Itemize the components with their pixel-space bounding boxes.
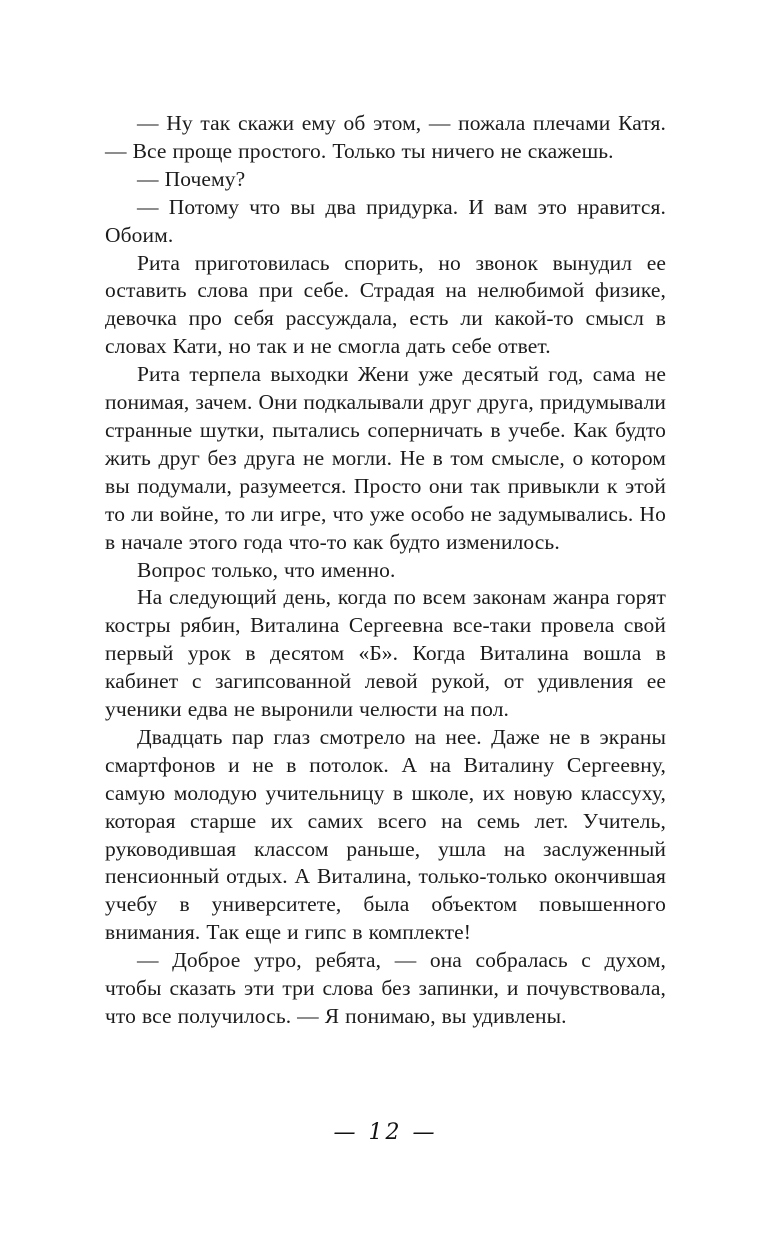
paragraph-narrative-3: Вопрос только, что именно. bbox=[137, 557, 396, 582]
paragraph-dialogue-1: — Ну так скажи ему об этом, — пожала плечами Катя. — Все проще простого. Только ты ничего не скажешь. bbox=[105, 111, 666, 163]
paragraph-narrative-1: Рита приготовилась спорить, но звонок вынудил ее оставить слова при себе. Страдая на нелюбимой физике, девочка про себя рассуждала, есть ли какой-то смысл в словах Кати, но так и не смогла дать себе ответ. bbox=[105, 250, 666, 359]
paragraph-narrative-4: На следующий день, когда по всем законам жанра горят костры рябин, Виталина Сергеевна все-таки провела свой первый урок в десятом «Б». Когда Виталина вошла в кабинет с загипсованной левой рукой, от удивления ее ученики едва не выронили челюсти на пол. bbox=[105, 585, 666, 722]
paragraph-dialogue-3: — Потому что вы два придурка. И вам это нравится. Обоим. bbox=[105, 194, 666, 247]
page-number: — 12 — bbox=[333, 1120, 438, 1145]
paragraph-dialogue-4: — Доброе утро, ребята, — она собралась с духом, чтобы сказать эти три слова без запинки, и почувствовала, что все получилось. — Я понимаю, вы удивлены. bbox=[105, 948, 666, 1028]
page-footer bbox=[105, 1120, 666, 1145]
paragraph-narrative-2: Рита терпела выходки Жени уже десятый год, сама не понимая, зачем. Они подкалывали друг друга, придумывали странные шутки, пытались соперничать в учебе. Как будто жить друг без друга не могли. Не в том смысле, о котором вы подумали, разумеется. Просто они так привыкли к этой то ли войне, то ли игре, что уже особо не задумывались. Но в начале этого года что-то как будто изменилось. bbox=[105, 362, 666, 554]
page-text-block bbox=[105, 110, 666, 1031]
paragraph-dialogue-2: — Почему? bbox=[137, 166, 246, 191]
paragraph-narrative-5: Двадцать пар глаз смотрело на нее. Даже не в экраны смартфонов и не в потолок. А на Виталину Сергеевну, самую молодую учительницу в школе, их новую классуху, которая старше их самих всего на семь лет. Учитель, руководившая классом раньше, ушла на заслуженный пенсионный отдых. А Виталина, только-только окончившая учебу в университете, была объектом повышенного внимания. Так еще и гипс в комплекте! bbox=[105, 724, 666, 945]
